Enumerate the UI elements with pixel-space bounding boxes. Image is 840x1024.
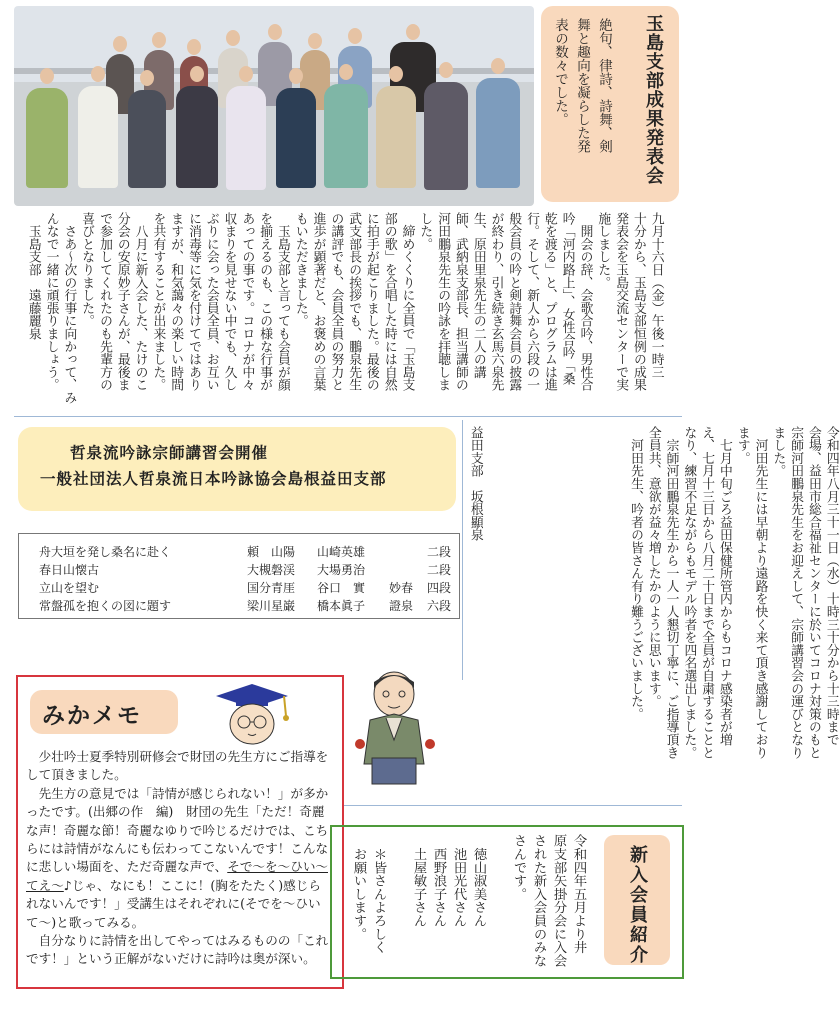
memo-paragraph-text: 先生方の意見では「詩情が感じられない！」が多かったです。(出郷の作 編) 財団の先生「ただ！奇麗な声！奇麗な節！奇麗なゆりで吟じるだけでは、こちらには詩情がなんにも伝わってこないんです！こんなに悲しい場面を、ただ奇麗な声で、 (26, 785, 329, 875)
poet-name: 梁川星巌 (247, 599, 296, 613)
poet-name: 大槻磐渓 (247, 563, 296, 577)
section-divider (14, 416, 682, 417)
graduate-illustration (206, 682, 292, 746)
results-table (18, 533, 460, 619)
performer-name: 谷口 實 妙春 (317, 581, 414, 595)
article-intro: 絶句、律詩、詩舞、剣 舞と趣向を凝らした発 表の数々でした。 (552, 18, 612, 153)
results-row (39, 561, 459, 579)
new-members-body: 令和四年五月より井 原支部矢掛分会に入会 された新入会員のみな さんです。 徳山淑美さん 池田光代さん 西野浪子さん 土屋敏子さん ＊皆さんよろしく お願いします。 (351, 834, 586, 967)
memo-title: みかメモ (42, 702, 142, 729)
banner-line-2: 一般社団法人哲泉流日本吟詠協会島根益田支部 (40, 469, 387, 488)
banner-line-1: 哲泉流吟詠宗師講習会開催 (70, 443, 269, 462)
performer-name: 山崎英雄 (317, 545, 366, 559)
rank: 四段 (427, 581, 452, 595)
group-photo (14, 6, 534, 206)
poem-title: 舟大垣を発し桑名に赴く (39, 545, 172, 559)
memo-paragraph: 自分なりに詩情を出してやってはみるものの「これです！」という正解がないだけに詩吟は奥が深い。 (26, 933, 329, 967)
new-members-title: 新入会員紹介 (627, 845, 648, 965)
memo-paragraph: 少壮吟士夏季特別研修会で財団の先生方にご指導をして頂きました。 (26, 749, 329, 783)
performer-name: 大場勇治 (317, 563, 366, 577)
performer-name: 橋本眞子 證泉 (317, 599, 414, 613)
memo-body (26, 748, 332, 969)
column-divider (462, 420, 463, 680)
results-row (39, 579, 459, 597)
masuda-article-body: 令和四年八月三十一日（水）十時三十分から十三時まで 会場、益田市総合福祉センターに於いてコロナ対策のもと 宗師河田鵬泉先生をお迎えして、宗師講習会の運びとなり ました。 河田先生には早朝より遠路を快く来て頂き感謝しており ます。 七月中旬ごろ益田保健所管内からもコロナ感染者が増 え、七月十三日から八月二十日まで全員が自粛することと なり、練習不足ながらもモデル吟者を四名選出しました。 宗師河田鵬泉先生から一人一人懇切丁寧に、ご指導頂き 全員共、意欲が益々増したかのように思います。 河田先生、吟者の皆さん有り難うございました。 益田支部 坂根顯泉 (467, 426, 839, 759)
results-row (39, 543, 459, 561)
tamashima-article-body: 九月十六日（金）午後一時三 十分から、玉島支部恒例の成果 発表会を玉島交流センターで実 施しました。 開会の辞、会歌合吟、男性合 吟「河内路上」、女性合吟「桑 乾を渡る」と、プログラムは進 行。そして、新人から六段の一 般会員の吟と剣詩舞会員の披露 が終わり、引き続き玄馬六泉先 生、原田里泉先生の二人の講 師、武納泉支部長、担当講師の 河田鵬泉先生の吟詠を拝聴しま した。 締めくくりに全員で「玉島支 部の歌」を合唱した時には自然 に拍手が起こりました。最後の 武支部長の挨拶でも、鵬泉先生 の講評でも、会員全員の努力と 進歩が顕著だと、お褒めの言葉 もいただきました。 玉島支部と言っても会員が顔 を揃えるのも、この様な行事が あっての事です。コロナが中々 収まりを見せない中でも、久し ぶりに会った会員全員、お互い に消毒等に気を付けてではあり ますが、和気藹々の楽しい時間 を共有することが出来ました。 八月に新入会した、たけのこ 分会の安原妙子さんが、最後ま で参加してくれたのも先輩方の 喜びとなりました。 さあ～次の行事に向かって、み んなで一緒に頑張りましょう。 玉島支部 遠藤麗泉 (25, 212, 664, 404)
memo-underlined-phrase: そで～を～ひい～てえ～ (26, 859, 328, 893)
section-divider-2 (344, 805, 682, 806)
rank: 六段 (427, 599, 452, 613)
article-title: 玉島支部成果発表会 (643, 14, 664, 185)
poem-title: 立山を望む (39, 581, 100, 595)
results-row (39, 597, 459, 615)
poem-title: 春日山懐古 (39, 563, 100, 577)
poem-title: 常盤孤を抱くの図に題す (39, 599, 172, 613)
mascot-illustration (346, 668, 442, 788)
poet-name: 国分青厓 (247, 581, 296, 595)
memo-paragraph (26, 785, 332, 932)
rank: 二段 (427, 545, 452, 559)
rank: 二段 (427, 563, 452, 577)
memo-paragraph-text: ♪じゃ、なにも！ここに！(胸をたたく)感じられないんです！」受講生はそれぞれに(そでを～ひいて～)と歌ってみる。 (26, 877, 321, 930)
poet-name: 頼 山陽 (247, 545, 296, 559)
